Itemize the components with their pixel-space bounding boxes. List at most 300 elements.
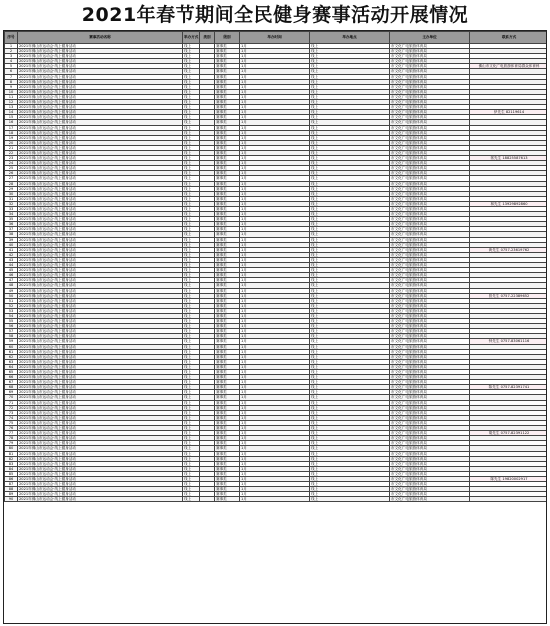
table-cell: 市文化广电旅游体育局 (390, 140, 470, 145)
table-cell: 2021年佛山市运动会·线上健身活动 (18, 324, 183, 329)
table-cell: 线上 (310, 176, 390, 181)
column-header: 赛事活动名称 (18, 32, 183, 44)
table-cell: 1月 (240, 54, 310, 59)
table-cell: 线上 (310, 257, 390, 262)
table-cell: 市文化广电旅游体育局 (390, 115, 470, 120)
table-cell: 线上 (183, 59, 200, 64)
table-cell: 赛事类 (215, 150, 240, 155)
table-cell: 市文化广电旅游体育局 (390, 135, 470, 140)
table-cell: 赛事类 (215, 268, 240, 273)
table-cell: 市文化广电旅游体育局 (390, 186, 470, 191)
table-cell: 线上 (183, 94, 200, 99)
table-cell: 赛事类 (215, 385, 240, 390)
table-cell: 市文化广电旅游体育局 (390, 339, 470, 344)
table-cell: 1月 (240, 410, 310, 415)
table-cell: 赛事类 (215, 242, 240, 247)
table-cell: 1月 (240, 415, 310, 420)
table-cell (470, 497, 548, 502)
table-cell: 2021年佛山市运动会·线上健身活动 (18, 110, 183, 115)
table-cell: 1月 (240, 130, 310, 135)
table-cell: 2021年佛山市运动会·线上健身活动 (18, 487, 183, 492)
table-cell: 线上 (183, 492, 200, 497)
table-cell: 线上 (310, 283, 390, 288)
table-cell: 61 (5, 349, 18, 354)
table-cell: 线上 (310, 329, 390, 334)
table-cell: 线上 (310, 207, 390, 212)
table-cell: 线上 (310, 181, 390, 186)
table-cell (200, 497, 215, 502)
table-cell: 线上 (183, 257, 200, 262)
table-cell: 市文化广电旅游体育局 (390, 59, 470, 64)
table-cell: 线上 (183, 476, 200, 481)
table-cell: 线上 (310, 222, 390, 227)
table-cell: 45 (5, 268, 18, 273)
table-cell: 线上 (183, 415, 200, 420)
table-cell: 2021年佛山市运动会·线上健身活动 (18, 497, 183, 502)
table-cell: 赛事类 (215, 145, 240, 150)
table-cell: 16 (5, 120, 18, 125)
table-cell: 线上 (310, 242, 390, 247)
table-header (5, 32, 548, 44)
table-cell: 2021年佛山市运动会·线上健身活动 (18, 298, 183, 303)
table-cell: 线上 (310, 161, 390, 166)
column-header: 举办地点 (310, 32, 390, 44)
table-cell: 赛事类 (215, 482, 240, 487)
table-cell: 赛事类 (215, 257, 240, 262)
table-cell: 市文化广电旅游体育局 (390, 436, 470, 441)
table-cell: 线上 (183, 466, 200, 471)
table-cell: 赛事类 (215, 446, 240, 451)
table-cell: 线上 (183, 135, 200, 140)
table-cell: 赛事类 (215, 431, 240, 436)
table-cell: 线上 (183, 293, 200, 298)
table-cell: 线上 (183, 171, 200, 176)
table-cell: 21 (5, 145, 18, 150)
table-cell: 2021年佛山市运动会·线上健身活动 (18, 130, 183, 135)
table-cell: 1月 (240, 375, 310, 380)
events-table (4, 31, 547, 502)
table-cell: 市文化广电旅游体育局 (390, 150, 470, 155)
table-cell: 80 (5, 446, 18, 451)
table-cell: 线上 (183, 263, 200, 268)
table-cell: 2021年佛山市运动会·线上健身活动 (18, 227, 183, 232)
table-cell: 线上 (183, 400, 200, 405)
table-cell: 线上 (310, 145, 390, 150)
table-cell: 2021年佛山市运动会·线上健身活动 (18, 492, 183, 497)
table-cell: 市文化广电旅游体育局 (390, 420, 470, 425)
table-cell: 1月 (240, 125, 310, 130)
table-cell: 线上 (310, 400, 390, 405)
table-cell: 线上 (183, 232, 200, 237)
table-cell: 64 (5, 364, 18, 369)
table-cell: 赛事类 (215, 161, 240, 166)
table-cell: 赛事类 (215, 212, 240, 217)
table-cell: 线上 (183, 100, 200, 105)
table-cell: 线上 (183, 212, 200, 217)
table-cell: 市文化广电旅游体育局 (390, 334, 470, 339)
table-cell: 84 (5, 466, 18, 471)
table-cell: 线上 (183, 252, 200, 257)
table-cell: 市文化广电旅游体育局 (390, 242, 470, 247)
table-cell: 2021年佛山市运动会·线上健身活动 (18, 156, 183, 161)
table-cell: 1月 (240, 431, 310, 436)
table-cell: 26 (5, 171, 18, 176)
table-cell: 市文化广电旅游体育局 (390, 100, 470, 105)
table-cell: 线上 (183, 115, 200, 120)
table-cell: 赛事类 (215, 196, 240, 201)
table-cell: 1月 (240, 288, 310, 293)
table-cell: 2021年佛山市运动会·线上健身活动 (18, 278, 183, 283)
table-cell: 市文化广电旅游体育局 (390, 278, 470, 283)
table-cell: 线上 (310, 273, 390, 278)
table-cell: 1月 (240, 64, 310, 69)
table-cell: 1月 (240, 400, 310, 405)
table-cell: 线上 (183, 74, 200, 79)
table-cell: 2021年佛山市运动会·线上健身活动 (18, 344, 183, 349)
table-cell: 线上 (310, 84, 390, 89)
table-cell: 赛事类 (215, 130, 240, 135)
table-cell: 线上 (310, 130, 390, 135)
table-cell: 市文化广电旅游体育局 (390, 171, 470, 176)
table-cell: 市文化广电旅游体育局 (390, 79, 470, 84)
table-cell: 68 (5, 385, 18, 390)
table-cell: 2021年佛山市运动会·线上健身活动 (18, 471, 183, 476)
table-cell: 1 (5, 44, 18, 49)
table-cell: 57 (5, 329, 18, 334)
table-cell: 赛事类 (215, 400, 240, 405)
table-cell: 1月 (240, 359, 310, 364)
table-cell: 86 (5, 476, 18, 481)
table-cell: 2021年佛山市运动会·线上健身活动 (18, 145, 183, 150)
table-cell: 市文化广电旅游体育局 (390, 293, 470, 298)
table-cell: 线上 (310, 247, 390, 252)
table-cell: 13 (5, 105, 18, 110)
table-cell: 1月 (240, 166, 310, 171)
table-cell: 1月 (240, 181, 310, 186)
table-cell: 市文化广电旅游体育局 (390, 354, 470, 359)
table-cell: 47 (5, 278, 18, 283)
table-cell: 72 (5, 405, 18, 410)
table-cell: 线上 (310, 44, 390, 49)
table-cell: 赛事类 (215, 497, 240, 502)
table-cell: 线上 (310, 426, 390, 431)
table-cell: 33 (5, 207, 18, 212)
table-cell: 2021年佛山市运动会·线上健身活动 (18, 273, 183, 278)
table-cell: 赛事类 (215, 115, 240, 120)
table-cell: 市文化广电旅游体育局 (390, 196, 470, 201)
table-cell: 市文化广电旅游体育局 (390, 201, 470, 206)
table-cell: 73 (5, 410, 18, 415)
table-cell: 赛事类 (215, 105, 240, 110)
table-cell: 2021年佛山市运动会·线上健身活动 (18, 217, 183, 222)
table-cell: 2021年佛山市运动会·线上健身活动 (18, 313, 183, 318)
table-cell: 2021年佛山市运动会·线上健身活动 (18, 125, 183, 130)
table-cell: 线上 (183, 298, 200, 303)
table-cell: 线上 (183, 497, 200, 502)
table-cell: 赛事类 (215, 191, 240, 196)
table-cell: 75 (5, 420, 18, 425)
table-cell: 2021年佛山市运动会·线上健身活动 (18, 247, 183, 252)
table-cell: 1月 (240, 278, 310, 283)
table-cell: 线上 (310, 268, 390, 273)
table-cell: 44 (5, 263, 18, 268)
table-cell: 2021年佛山市运动会·线上健身活动 (18, 44, 183, 49)
table-cell: 线上 (183, 420, 200, 425)
table-cell: 线上 (310, 100, 390, 105)
table-cell: 线上 (183, 431, 200, 436)
table-cell: 1月 (240, 227, 310, 232)
table-cell: 线上 (183, 370, 200, 375)
table-cell: 市文化广电旅游体育局 (390, 237, 470, 242)
table-cell: 线上 (183, 426, 200, 431)
table-cell: 2021年佛山市运动会·线上健身活动 (18, 385, 183, 390)
table-cell: 2021年佛山市运动会·线上健身活动 (18, 196, 183, 201)
table-cell: 线上 (183, 140, 200, 145)
table-cell: 线上 (183, 354, 200, 359)
table-cell: 2021年佛山市运动会·线上健身活动 (18, 84, 183, 89)
table-cell: 1月 (240, 298, 310, 303)
table-cell: 1月 (240, 44, 310, 49)
table-cell: 陈先生 0757-82391741 (470, 385, 548, 390)
table-cell: 线上 (183, 461, 200, 466)
table-cell: 市文化广电旅游体育局 (390, 405, 470, 410)
table-cell: 74 (5, 415, 18, 420)
table-cell: 线上 (310, 339, 390, 344)
table-cell: 2021年佛山市运动会·线上健身活动 (18, 334, 183, 339)
events-table-container (3, 30, 547, 624)
table-cell: 1月 (240, 115, 310, 120)
table-cell: 43 (5, 257, 18, 262)
table-cell: 2021年佛山市运动会·线上健身活动 (18, 171, 183, 176)
table-cell: 41 (5, 247, 18, 252)
table-cell: 1月 (240, 308, 310, 313)
table-cell: 市文化广电旅游体育局 (390, 400, 470, 405)
table-cell: 市文化广电旅游体育局 (390, 222, 470, 227)
table-cell: 赛事类 (215, 476, 240, 481)
table-cell: 线上 (183, 161, 200, 166)
table-cell: 赛事类 (215, 334, 240, 339)
table-cell: 82 (5, 456, 18, 461)
table-cell: 市文化广电旅游体育局 (390, 212, 470, 217)
table-cell: 线上 (183, 303, 200, 308)
table-cell: 市文化广电旅游体育局 (390, 49, 470, 54)
table-cell: 2021年佛山市运动会·线上健身活动 (18, 415, 183, 420)
table-cell: 赛事类 (215, 420, 240, 425)
table-cell: 线上 (183, 130, 200, 135)
table-cell: 市文化广电旅游体育局 (390, 130, 470, 135)
table-cell: 线上 (310, 49, 390, 54)
table-cell: 线上 (183, 166, 200, 171)
table-cell: 市文化广电旅游体育局 (390, 191, 470, 196)
table-cell: 黄先生 0757-23619762 (470, 247, 548, 252)
table-cell: 1月 (240, 364, 310, 369)
table-cell: 2021年佛山市运动会·线上健身活动 (18, 176, 183, 181)
table-cell: 2021年佛山市运动会·线上健身活动 (18, 135, 183, 140)
table-cell: 1月 (240, 471, 310, 476)
table-cell: 赛事类 (215, 415, 240, 420)
table-cell: 1月 (240, 497, 310, 502)
table-cell: 2021年佛山市运动会·线上健身活动 (18, 191, 183, 196)
table-cell: 1月 (240, 74, 310, 79)
table-cell: 市文化广电旅游体育局 (390, 410, 470, 415)
table-cell: 赛事类 (215, 84, 240, 89)
table-cell: 52 (5, 303, 18, 308)
table-cell: 81 (5, 451, 18, 456)
table-cell: 赛事类 (215, 436, 240, 441)
table-cell: 2021年佛山市运动会·线上健身活动 (18, 212, 183, 217)
table-cell: 线上 (310, 456, 390, 461)
table-cell: 市文化广电旅游体育局 (390, 482, 470, 487)
table-cell: 2021年佛山市运动会·线上健身活动 (18, 232, 183, 237)
table-cell: 市文化广电旅游体育局 (390, 44, 470, 49)
table-cell: 2021年佛山市运动会·线上健身活动 (18, 89, 183, 94)
table-cell: 线上 (183, 329, 200, 334)
table-cell: 1月 (240, 370, 310, 375)
table-cell: 1月 (240, 293, 310, 298)
table-cell: 69 (5, 390, 18, 395)
table-cell: 市文化广电旅游体育局 (390, 166, 470, 171)
table-cell: 赛事类 (215, 456, 240, 461)
table-cell: 线上 (310, 54, 390, 59)
table-cell: 市文化广电旅游体育局 (390, 349, 470, 354)
table-cell: 25 (5, 166, 18, 171)
table-cell: 1月 (240, 89, 310, 94)
table-cell: 1月 (240, 436, 310, 441)
table-cell: 2021年佛山市运动会·线上健身活动 (18, 288, 183, 293)
table-cell: 2021年佛山市运动会·线上健身活动 (18, 120, 183, 125)
table-cell: 线上 (310, 89, 390, 94)
table-cell: 赛事类 (215, 329, 240, 334)
table-cell: 线上 (310, 64, 390, 69)
table-cell: 37 (5, 227, 18, 232)
table-cell: 线上 (310, 227, 390, 232)
table-cell: 赛事类 (215, 339, 240, 344)
table-cell: 赛事类 (215, 359, 240, 364)
table-cell: 2021年佛山市运动会·线上健身活动 (18, 115, 183, 120)
table-cell: 1月 (240, 171, 310, 176)
table-cell: 27 (5, 176, 18, 181)
table-cell: 2021年佛山市运动会·线上健身活动 (18, 186, 183, 191)
table-cell: 2021年佛山市运动会·线上健身活动 (18, 319, 183, 324)
table-cell: 线上 (183, 89, 200, 94)
table-cell: 赛事类 (215, 156, 240, 161)
table-cell: 2021年佛山市运动会·线上健身活动 (18, 181, 183, 186)
table-cell: 赛事类 (215, 110, 240, 115)
table-cell: 87 (5, 482, 18, 487)
table-cell: 2021年佛山市运动会·线上健身活动 (18, 339, 183, 344)
table-cell: 3 (5, 54, 18, 59)
table-cell: 1月 (240, 451, 310, 456)
column-header: 举办时间 (240, 32, 310, 44)
table-cell: 赛事类 (215, 441, 240, 446)
table-cell: 线上 (310, 420, 390, 425)
table-cell: 线上 (310, 482, 390, 487)
table-cell: 46 (5, 273, 18, 278)
table-cell: 2021年佛山市运动会·线上健身活动 (18, 466, 183, 471)
table-cell: 赛事类 (215, 125, 240, 130)
table-cell: 线上 (183, 186, 200, 191)
table-cell: 市文化广电旅游体育局 (390, 476, 470, 481)
table-cell: 线上 (310, 446, 390, 451)
table-cell: 线上 (183, 487, 200, 492)
table-cell: 线上 (310, 380, 390, 385)
table-cell: 线上 (183, 405, 200, 410)
table-cell: 1月 (240, 105, 310, 110)
table-cell: 线上 (310, 436, 390, 441)
table-cell: 1月 (240, 385, 310, 390)
table-cell: 2021年佛山市运动会·线上健身活动 (18, 283, 183, 288)
table-cell: 赛事类 (215, 319, 240, 324)
table-cell: 1月 (240, 49, 310, 54)
table-cell: 佛山市文化广电旅游体育局群众体育科 (470, 64, 548, 69)
table-cell: 林先生 13929892860 (470, 201, 548, 206)
table-cell: 2021年佛山市运动会·线上健身活动 (18, 49, 183, 54)
table-cell: 2021年佛山市运动会·线上健身活动 (18, 237, 183, 242)
table-cell: 线上 (310, 497, 390, 502)
table-cell: 1月 (240, 257, 310, 262)
table-cell: 市文化广电旅游体育局 (390, 298, 470, 303)
table-cell: 51 (5, 298, 18, 303)
table-cell: 线上 (310, 405, 390, 410)
table-cell: 线上 (183, 196, 200, 201)
table-cell: 线上 (310, 390, 390, 395)
table-cell: 赛事类 (215, 89, 240, 94)
table-cell: 市文化广电旅游体育局 (390, 232, 470, 237)
table-cell: 50 (5, 293, 18, 298)
table-cell: 63 (5, 359, 18, 364)
table-cell: 2 (5, 49, 18, 54)
table-cell: 市文化广电旅游体育局 (390, 217, 470, 222)
table-cell: 赛事类 (215, 222, 240, 227)
table-cell: 线上 (183, 54, 200, 59)
table-cell: 市文化广电旅游体育局 (390, 207, 470, 212)
table-cell: 线上 (310, 237, 390, 242)
table-cell: 66 (5, 375, 18, 380)
table-cell: 线上 (310, 303, 390, 308)
table-cell: 1月 (240, 482, 310, 487)
table-cell: 1月 (240, 405, 310, 410)
header-row (5, 32, 548, 44)
table-cell: 1月 (240, 492, 310, 497)
table-cell: 线上 (183, 145, 200, 150)
table-cell: 4 (5, 59, 18, 64)
table-cell: 线上 (183, 313, 200, 318)
table-cell: 线上 (183, 222, 200, 227)
table-cell: 1月 (240, 283, 310, 288)
table-cell: 曾先生 0757-22389652 (470, 293, 548, 298)
table-cell: 市文化广电旅游体育局 (390, 380, 470, 385)
table-cell: 2021年佛山市运动会·线上健身活动 (18, 79, 183, 84)
table-cell: 赛事类 (215, 426, 240, 431)
table-cell: 市文化广电旅游体育局 (390, 227, 470, 232)
table-cell: 1月 (240, 395, 310, 400)
table-cell: 赛事类 (215, 349, 240, 354)
table-cell: 市文化广电旅游体育局 (390, 273, 470, 278)
table-cell: 23 (5, 156, 18, 161)
table-cell: 线上 (183, 482, 200, 487)
table-cell: 赛事类 (215, 298, 240, 303)
table-cell: 市文化广电旅游体育局 (390, 247, 470, 252)
table-cell: 1月 (240, 303, 310, 308)
table-cell: 赛事类 (215, 288, 240, 293)
table-cell: 58 (5, 334, 18, 339)
table-cell: 线上 (310, 308, 390, 313)
table-cell: 赛事类 (215, 100, 240, 105)
table-cell: 线上 (310, 492, 390, 497)
table-cell: 1月 (240, 79, 310, 84)
table-cell: 1月 (240, 217, 310, 222)
table-cell: 线上 (310, 166, 390, 171)
